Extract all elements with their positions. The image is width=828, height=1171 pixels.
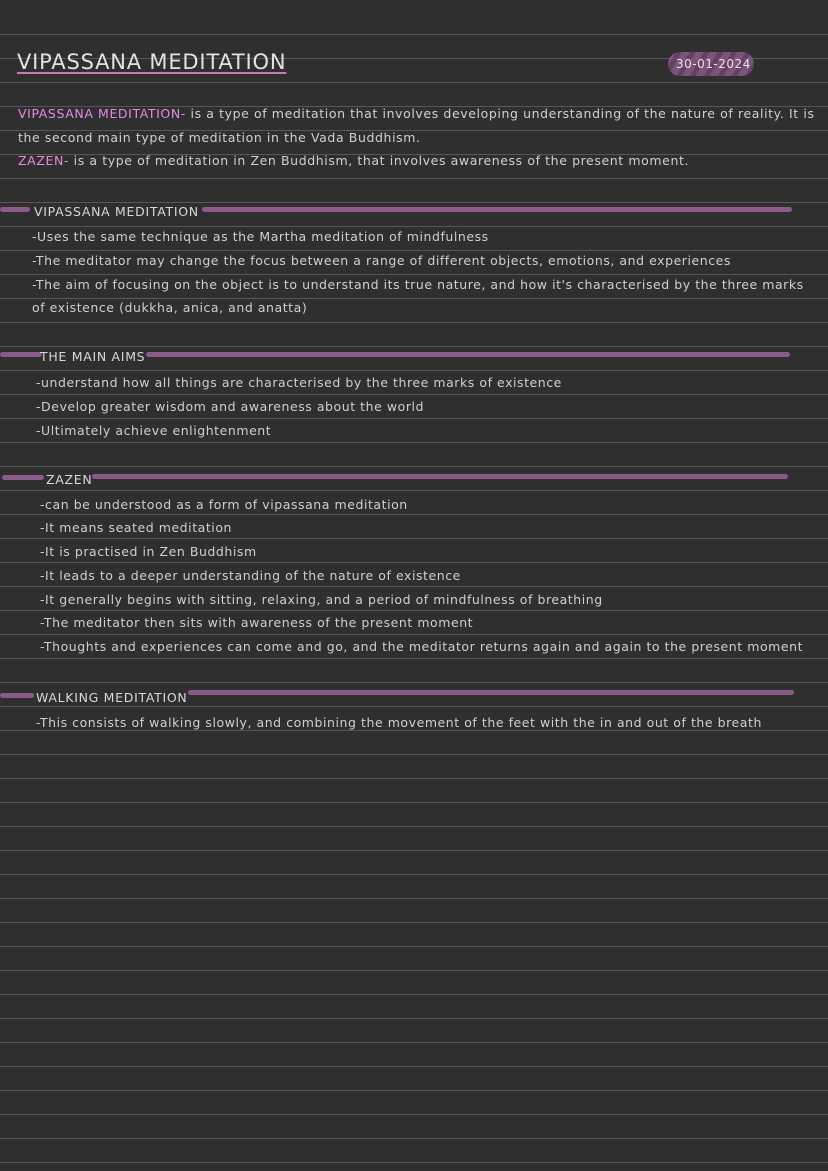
section-heading-vipassana: VIPASSANA MEDITATION (34, 204, 199, 219)
list-item: -can be understood as a form of vipassana meditation (40, 497, 408, 512)
intro-line-3 (18, 153, 689, 168)
intro-line-3-text: is a type of meditation in Zen Buddhism, that involves awareness of the present moment. (69, 153, 690, 168)
section-bar-left (0, 352, 42, 357)
list-item: of existence (dukkha, anica, and anatta) (32, 300, 308, 315)
date-text: 30-01-2024 (676, 57, 751, 71)
section-heading-main-aims: THE MAIN AIMS (40, 349, 146, 364)
list-item: -It means seated meditation (40, 520, 232, 535)
section-bar-left (0, 207, 30, 212)
section-heading-walking: WALKING MEDITATION (36, 690, 188, 705)
intro-line-2: the second main type of meditation in the Vada Buddhism. (18, 130, 421, 145)
list-item: -The meditator then sits with awareness of the present moment (40, 615, 474, 630)
section-bar-right (146, 352, 790, 357)
list-item: -It leads to a deeper understanding of the nature of existence (40, 568, 461, 583)
list-item: -This consists of walking slowly, and combining the movement of the feet with the in and out of the breath (36, 715, 762, 730)
section-bar-right (92, 474, 788, 479)
section-heading-zazen: ZAZEN (46, 472, 93, 487)
section-bar-right (188, 690, 794, 695)
date-badge (668, 52, 754, 76)
section-bar-left (2, 475, 44, 480)
list-item: -Thoughts and experiences can come and go, and the meditator returns again and again to the present moment (40, 639, 804, 654)
list-item: -The meditator may change the focus between a range of different objects, emotions, and experiences (32, 253, 731, 268)
list-item: -The aim of focusing on the object is to understand its true nature, and how it's characterised by the three marks (32, 277, 804, 292)
list-item: -It generally begins with sitting, relaxing, and a period of mindfulness of breathing (40, 592, 603, 607)
intro-term-zazen: ZAZEN- (18, 153, 70, 168)
intro-term-vipassana: VIPASSANA MEDITATION- (18, 106, 186, 121)
section-bar-left (0, 693, 34, 698)
section-bar-right (202, 207, 792, 212)
intro-line-1-text: is a type of meditation that involves developing understanding of the nature of reality. It is (185, 106, 815, 121)
intro-line-1 (18, 106, 815, 121)
list-item: -Develop greater wisdom and awareness about the world (36, 399, 425, 414)
list-item: -It is practised in Zen Buddhism (40, 544, 257, 559)
list-item: -Ultimately achieve enlightenment (36, 423, 272, 438)
list-item: -Uses the same technique as the Martha meditation of mindfulness (32, 229, 489, 244)
page-title: VIPASSANA MEDITATION (17, 50, 287, 74)
list-item: -understand how all things are characterised by the three marks of existence (36, 375, 562, 390)
